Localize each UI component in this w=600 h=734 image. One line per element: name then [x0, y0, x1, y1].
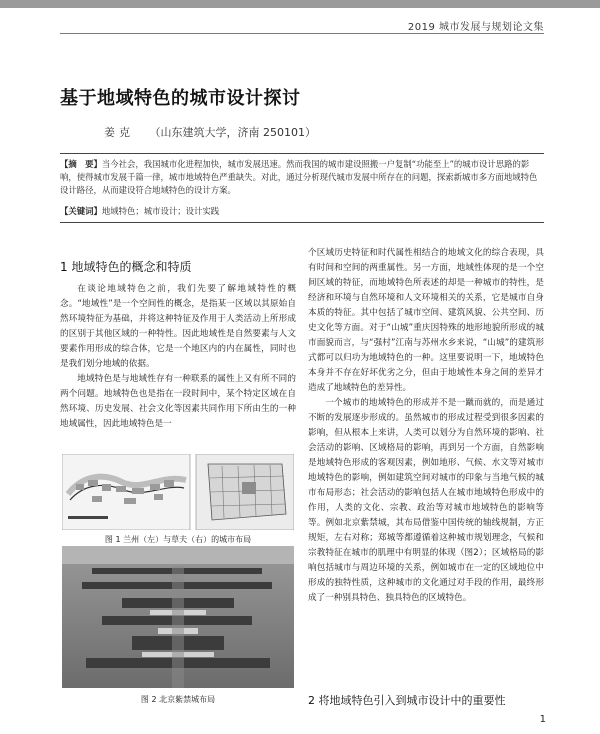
author-affiliation: （山东建筑大学，济南 250101） [149, 126, 316, 139]
figure-2-image [62, 546, 294, 688]
right-column [308, 246, 544, 606]
left-column [60, 282, 296, 432]
paragraph: 一个城市的地域特色的形成并不是一蹴而就的，而是通过不断的发展逐步形成的。虽然城市的形成过程受到很多因素的影响，但从根本上来讲，人类可以划分为自然环境的影响、社会活动的影响、区域格局的影响，再到另一个方面，自然影响是地域特色形成的客观因素，例如地形、气候、水文等对城市地域特色的影响，例如建筑空间对城市的印象与当地气候的城市布局形态；社会活动的影响包括人在城市地域特色形成中的作用，人类的文化、宗教、政治等对城市地域特色的影响等等。例如北京紫禁城，其布局借鉴中国传统的轴线规制，方正规矩，左右对称；郑城等都遵循着这种城市规划理念，气候和宗教特征在城市的肌理中有明显的体现（图2）；区域格局的影响包括城市与周边环境的关系，例如城市在一定的区域地位中形成的独特性质，这种城市的文化通过对手段的作用，最终形成了一种别具特色、独具特色的区域特色。 [308, 398, 544, 603]
figure-2-photo [62, 546, 294, 688]
photo-haze [62, 546, 294, 564]
photo-axis [172, 566, 184, 688]
header-band [0, 0, 600, 8]
keywords-text: 地域特色；城市设计；设计实践 [101, 206, 220, 216]
page-number: 1 [539, 714, 546, 725]
abstract [60, 158, 544, 196]
article-title: 基于地域特色的城市设计探讨 [60, 88, 301, 109]
author-name: 姜克 [104, 126, 134, 139]
keywords-label: 【关键词】 [60, 206, 102, 216]
paragraph: 在谈论地域特色之前，我们先要了解地域特性的概念。“地域性”是一个空间性的概念，是指某一区域以其原始自然环境特征为基础，并将这种特征及作用于人类活动上所形成的区别于其他区域的一种特性。因此地域性是自然要素与人文要素作用形成的综合体，它是一个地区内的内在属性，同时也是我们划分地域的依据。 [60, 284, 296, 369]
map-left-scale [68, 516, 108, 519]
keywords [60, 205, 544, 217]
paragraph: 个区域历史特征和时代属性相结合的地域文化的综合表现，具有时间和空间的两重属性。另一方面，地域性体现的是一个空间区域的特征，而地域特色所表述的却是一种城市的特性，是经济和环境与自然环境和人文环境相关的关系，它是城市自身本质的特征。其中包括了城市空间、建筑风貌、公共空间、历史文化等方面。对于“山城”重庆因特殊的地形地貌所形成的城市面貌而言，与“强村”江南与苏州水乡来说，“山城”的建筑形式都可以归功为地域特色的一种。这里要说明一下，地域特色本身并不存在好坏优劣之分，但由于地域性本身之间的差异才造成了地域特色的差异性。 [308, 248, 544, 393]
running-title: 2019 城市发展与规划论文集 [407, 22, 544, 33]
section-1-heading: 1 地域特色的概念和特质 [60, 260, 192, 274]
abstract-label: 【摘 要】 [60, 159, 102, 169]
header-rule [60, 33, 544, 34]
figure-2-caption: 图 2 北京紫禁城布局 [140, 695, 216, 704]
map-right-center [242, 482, 256, 494]
byline [104, 124, 316, 140]
figure-1-caption: 图 1 兰州（左）与草夫（右）的城市布局 [104, 535, 252, 544]
figure-1-maps [62, 454, 294, 530]
paragraph: 地域特色是与地域性存有一种联系的属性上又有所不同的两个问题。地域特色也是指在一段时间中，某个特定区域在自然环境、历史发展、社会文化等因素共同作用下所由生的一种地域属性，因此地域特色是一 [60, 374, 296, 429]
section-2-heading: 2 将地域特色引入到城市设计中的重要性 [308, 694, 506, 707]
abstract-text: 当今社会，我国城市化进程加快，城市发展迅速。然而我国的城市建设照搬一户复制“功能至上”的城市设计思路的影响，使得城市发展千篇一律，城市地域特色严重缺失。对此，通过分析现代城市发展中所存在的问题，探索新城市多方面地域特色设计路径，从而建设符合地域特色的设计方案。 [60, 159, 538, 195]
figure-1-image [62, 454, 294, 530]
abstract-bottom-rule [60, 222, 544, 223]
abstract-top-rule [60, 153, 544, 154]
